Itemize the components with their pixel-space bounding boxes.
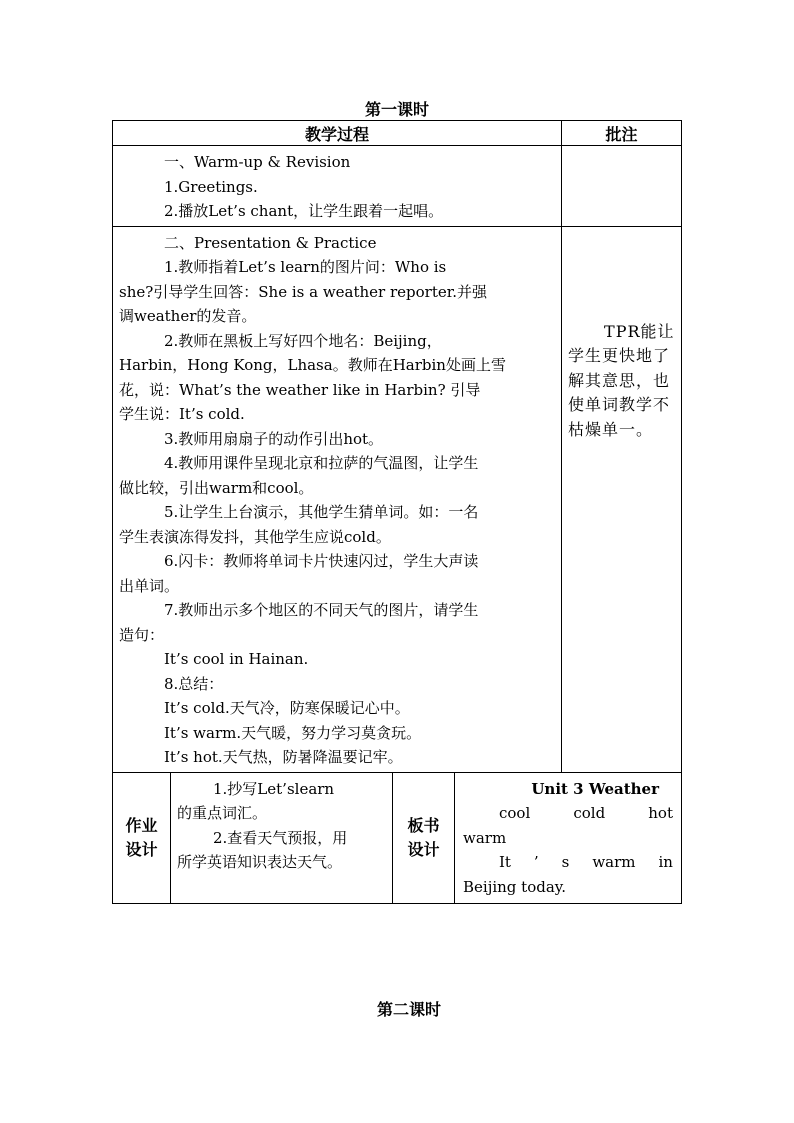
board-word-cool: cool [499, 804, 531, 822]
board-label [393, 772, 455, 904]
board-words-row [463, 801, 673, 826]
summary-line-1: It’s cold.天气冷，防寒保暖记心中。 [164, 699, 410, 717]
step-2-line-c: 花，说：What’s the weather like in Harbin? 引导 [119, 380, 481, 399]
step-2-line-b: Harbin，Hong Kong，Lhasa。教师在Harbin处画上雪 [119, 356, 506, 374]
step-5-line-b: 学生表演冻得发抖，其他学生应说cold。 [119, 527, 391, 546]
step-2-line-a: 2.教师在黑板上写好四个地名：Beijing， [164, 331, 442, 350]
header-notes: 批注 [562, 121, 682, 146]
board-title: Unit 3 Weather [531, 779, 660, 798]
presentation-heading: 二、Presentation & Practice [164, 233, 377, 252]
homework-label-line-1: 作业 [125, 815, 158, 835]
warmup-notes [562, 146, 682, 227]
summary-line-3: It’s hot.天气热，防暑降温要记牢。 [164, 748, 403, 766]
lesson-1-title: 第一课时 [364, 100, 429, 119]
board-sentence-word-4: warm [592, 853, 636, 871]
step-8-line: 8.总结： [164, 674, 224, 693]
step-1-line-b: she?引导学生回答：She is a weather reporter.并强 [119, 282, 488, 301]
step-4-line-a: 4.教师用课件呈现北京和拉萨的气温图，让学生 [164, 454, 479, 472]
board-sentence-word-1: It [499, 853, 511, 871]
board-sentence-end: Beijing today. [463, 877, 567, 896]
header-process: 教学过程 [113, 121, 562, 146]
step-2-line-d: 学生说：It’s cold. [119, 405, 245, 423]
board-word-hot: hot [648, 804, 673, 822]
board-sentence-word-2: ’ [533, 853, 539, 871]
homework-label [113, 772, 171, 904]
step-1-line-a: 1.教师指着Let’s learn的图片问：Who is [164, 258, 447, 276]
homework-item-2b: 所学英语知识表达天气。 [177, 853, 343, 871]
board-label-line-1: 板书 [407, 815, 440, 835]
step-4-line-b: 做比较，引出warm和cool。 [119, 478, 314, 497]
step-6-line-b: 出单词。 [119, 576, 180, 595]
warmup-item-1: 1.Greetings. [164, 177, 258, 196]
presentation-section [113, 226, 562, 772]
warmup-heading: 一、Warm-up & Revision [164, 153, 351, 171]
step-1-line-c: 调weather的发音。 [119, 307, 257, 325]
board-word-cold: cold [573, 804, 606, 822]
board-sentence-word-5: in [658, 853, 673, 871]
warmup-section [113, 146, 562, 227]
step-6-line-a: 6.闪卡：教师将单词卡片快速闪过，学生大声读 [164, 552, 479, 570]
homework-label-line-2: 设计 [125, 839, 158, 859]
summary-line-2: It’s warm.天气暖，努力学习莫贪玩。 [164, 723, 422, 742]
board-content [455, 772, 682, 904]
lesson-plan-table [112, 120, 682, 904]
homework-content [171, 772, 393, 904]
step-5-line-a: 5.让学生上台演示，其他学生猜单词。如：一名 [164, 503, 479, 521]
step-7-line-b: 造句： [119, 625, 165, 644]
step-7-example: It’s cool in Hainan. [164, 650, 309, 668]
board-sentence-row [463, 850, 673, 875]
homework-item-1a: 1.抄写Let’slearn [213, 779, 335, 798]
step-7-line-a: 7.教师出示多个地区的不同天气的图片，请学生 [164, 601, 479, 619]
notes-text: TPR能让学生更快地了解其意思，也使单词教学不枯燥单一。 [568, 321, 675, 439]
warmup-item-2: 2.播放Let’s chant，让学生跟着一起唱。 [164, 202, 444, 220]
notes-tpr [562, 226, 682, 772]
homework-item-1b: 的重点词汇。 [177, 804, 268, 822]
step-3-line: 3.教师用扇扇子的动作引出hot。 [164, 429, 384, 448]
lesson-2-title: 第二课时 [376, 1000, 441, 1019]
board-sentence-word-3: s [561, 853, 570, 871]
board-label-line-2: 设计 [407, 839, 440, 859]
homework-item-2a: 2.查看天气预报，用 [213, 828, 348, 847]
board-word-warm: warm [463, 828, 507, 847]
